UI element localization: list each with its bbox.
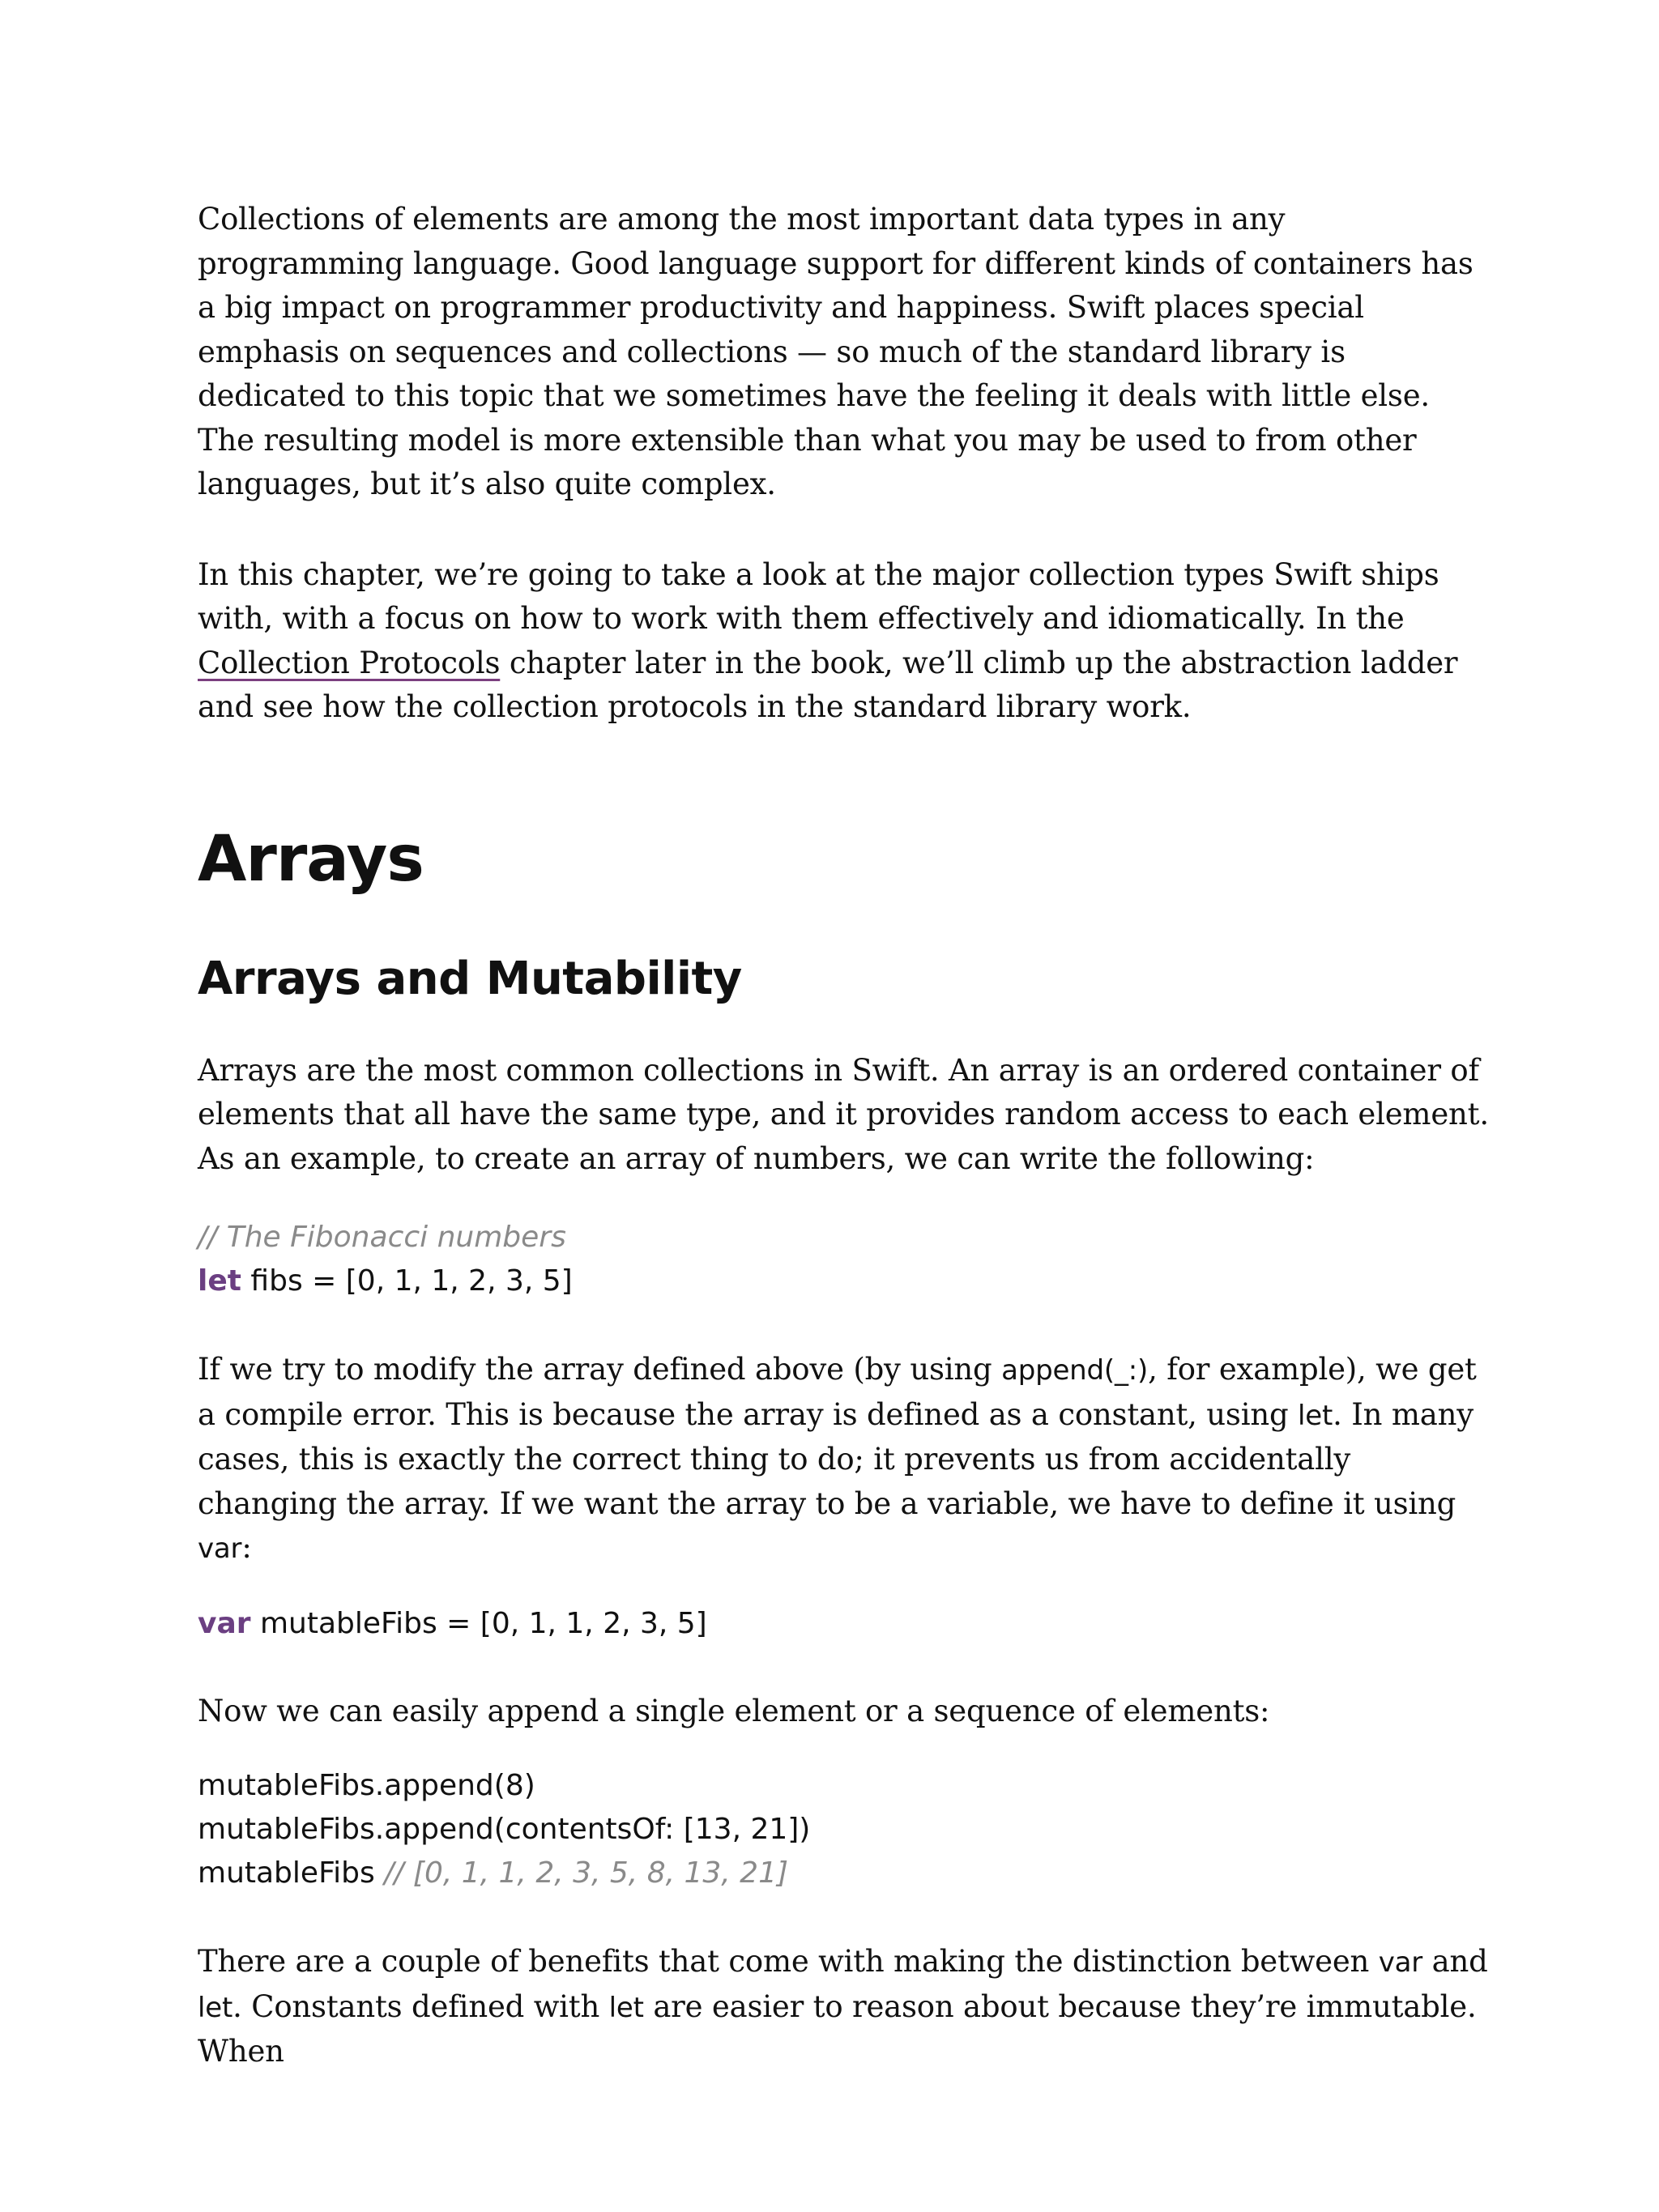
benefits-paragraph (198, 1940, 1494, 2074)
code-block-fibs (198, 1216, 1494, 1303)
code-line: mutableFibs.append(8) (198, 1769, 535, 1802)
code-block-append (198, 1764, 1494, 1895)
inline-code: var (1378, 1946, 1423, 1979)
section-heading: Arrays (198, 822, 424, 896)
text-span: There are a couple of benefits that come with making the distinction between (198, 1944, 1379, 1979)
subsection-heading: Arrays and Mutability (198, 952, 742, 1005)
arrays-intro-paragraph: Arrays are the most common collections in Swift. An array is an ordered container of elements that all have the same type, and it provides random access to each element. As an example, to create an array of numbers, we can write the following: (198, 1052, 1489, 1176)
code-line (198, 1852, 1494, 1895)
intro-paragraph-2-text-before: In this chapter, we’re going to take a look at the major collection types Swift ships with, with a focus on how to work with them effectively and idiomatically. In the (198, 556, 1439, 636)
text-span: If we try to modify the array defined above (by using (198, 1352, 1002, 1387)
text-span: . Constants defined with (232, 1988, 609, 2024)
text-span: . In many cases, this is exactly the correct thing to do; it prevents us from accidentally changing the array. If we want the array to be a variable, we have to define it using (198, 1396, 1473, 1521)
intro-paragraph-2 (198, 553, 1494, 730)
code-line (198, 1259, 1494, 1303)
code-line: mutableFibs.append(contentsOf: [13, 21]) (198, 1813, 811, 1846)
append-paragraph: Now we can easily append a single element or a sequence of elements: (198, 1693, 1270, 1728)
intro-paragraph-1: Collections of elements are among the most important data types in any programming language. Good language support for different kinds of containers has a big impact on programmer productivity and happiness. Swift places special emphasis on sequences and collections — so much of the standard library is dedicated to this topic that we sometimes have the feeling it deals with little else. The resulting model is more extensible than what you may be used to from other languages, but it’s also quite complex. (198, 202, 1473, 501)
text-span: : (241, 1530, 252, 1565)
code-text: mutableFibs (198, 1856, 385, 1890)
text-span: , for example), we get a compile error. This is because the array is defined as a constant, using (198, 1352, 1477, 1432)
text-span: and (1422, 1944, 1488, 1979)
mutability-paragraph (198, 1348, 1494, 1571)
inline-code: var (198, 1532, 242, 1565)
code-text: mutableFibs = [0, 1, 1, 2, 3, 5] (250, 1606, 707, 1640)
code-comment: // The Fibonacci numbers (198, 1221, 566, 1254)
collection-protocols-link[interactable]: Collection Protocols (198, 645, 501, 680)
text-span: are easier to reason about because they’re immutable. When (198, 1988, 1477, 2069)
code-block-mutable-fibs (198, 1602, 1494, 1646)
code-text: fibs = [0, 1, 1, 2, 3, 5] (241, 1264, 573, 1298)
code-keyword: let (198, 1264, 241, 1298)
code-keyword: var (198, 1606, 251, 1640)
inline-code: let (198, 1991, 233, 2024)
code-comment: // [0, 1, 1, 2, 3, 5, 8, 13, 21] (384, 1856, 789, 1890)
intro-paragraph-2-text-after: chapter later in the book, we’ll climb up the abstraction ladder and see how the collection protocols in the standard library work. (198, 645, 1458, 724)
inline-code: append(_:) (1001, 1354, 1149, 1387)
page-content (198, 198, 1494, 2074)
inline-code: let (608, 1991, 644, 2024)
inline-code: let (1298, 1399, 1333, 1432)
